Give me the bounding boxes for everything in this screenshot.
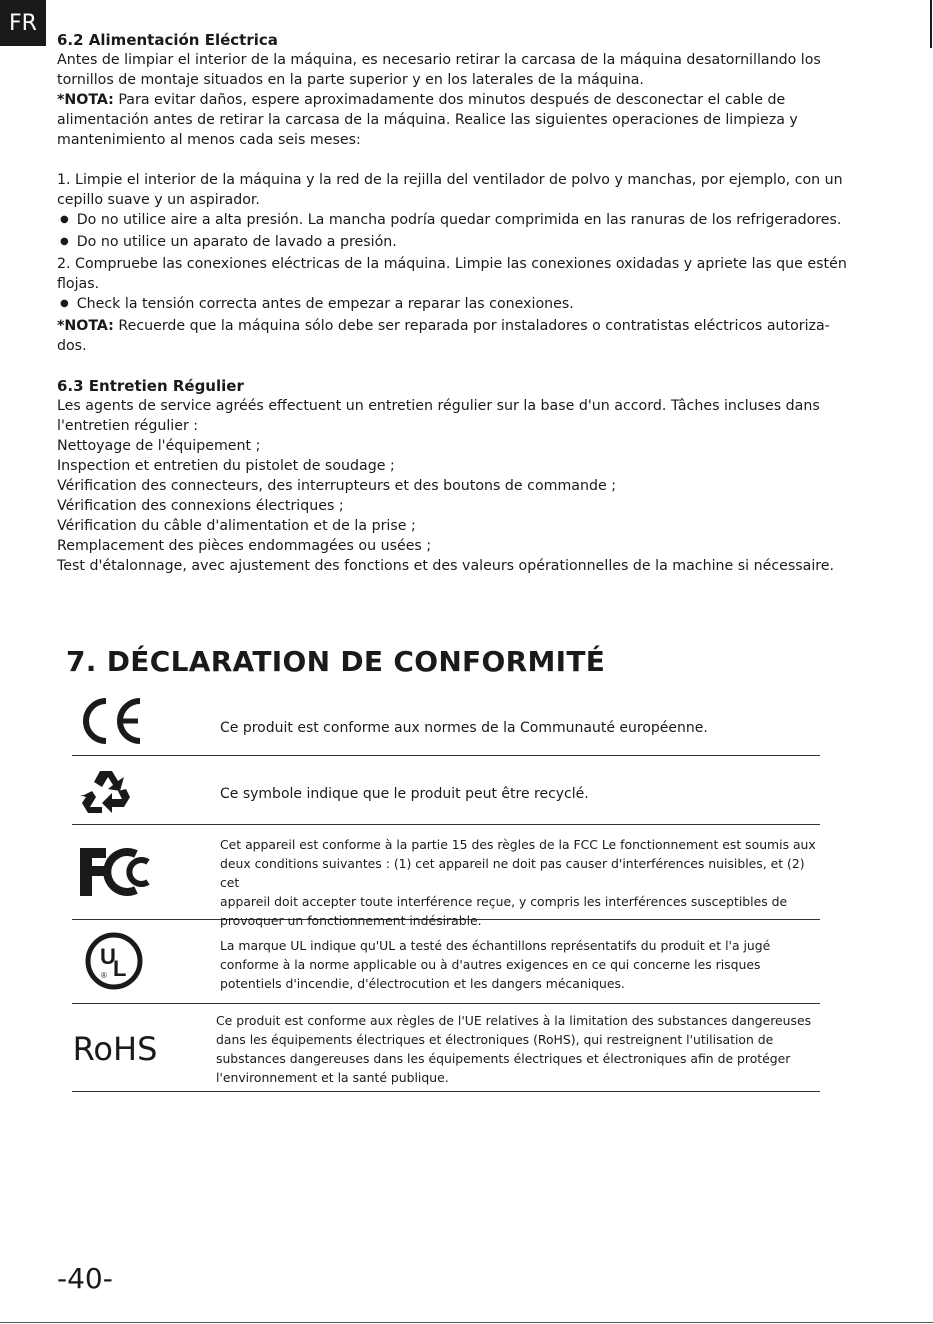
- s63-line: Test d'étalonnage, avec ajustement des fonctions et des valeurs opérationnelles de la machine si nécessaire.: [57, 558, 835, 574]
- recycle-text: Ce symbole indique que le produit peut être recyclé.: [220, 786, 589, 802]
- fcc-logo-icon: [72, 842, 160, 902]
- ce-mark-icon: [72, 694, 152, 748]
- ul-mark-icon: [72, 931, 156, 991]
- s62-note-line: alimentación antes de retirar la carcasa de la máquina. Realice las siguientes operaciones de limpieza y: [57, 112, 798, 128]
- bullet-item: ● Check la tensión correcta antes de empezar a reparar las conexiones.: [57, 294, 877, 316]
- s62-item-1: 1. Limpie el interior de la máquina y la red de la rejilla del ventilador de polvo y manchas, por ejemplo, con un: [57, 172, 843, 188]
- fcc-text: [220, 835, 820, 930]
- svg-text:L: L: [113, 956, 127, 981]
- rohs-text-line: l'environnement et la santé publique.: [216, 1070, 449, 1085]
- fcc-text-line: deux conditions suivantes : (1) cet appareil ne doit pas causer d'interférences nuisibles, et (2) cet: [220, 856, 805, 890]
- svg-text:U: U: [100, 944, 116, 969]
- s62-item-2-cont: flojas.: [57, 276, 100, 292]
- spacer: [57, 356, 877, 376]
- rohs-text: [216, 1011, 811, 1087]
- note-text: Para evitar daños, espere aproximadamente dos minutos después de desconectar el cable de: [113, 92, 786, 108]
- rohs-logo-icon: RoHS: [72, 1030, 158, 1068]
- fcc-row: [72, 824, 820, 928]
- bullet-item: ● Do no utilice aire a alta presión. La mancha podría quedar comprimida en las ranuras de los refrigeradores.: [57, 210, 877, 232]
- rohs-text-line: substances dangereuses dans les équipements électriques et électroniques afin de protéger: [216, 1051, 791, 1066]
- s62-note-2: [57, 316, 877, 336]
- fcc-text-line: provoquer un fonctionnement indésirable.: [220, 913, 482, 928]
- ul-text-line: La marque UL indique qu'UL a testé des échantillons représentatifs du produit et l'a jugé: [220, 938, 771, 953]
- fcc-text-line: Cet appareil est conforme à la partie 15 des règles de la FCC Le fonctionnement est soumis aux: [220, 837, 816, 852]
- recycle-icon: [72, 763, 140, 819]
- section-7-title: 7. DÉCLARATION DE CONFORMITÉ: [66, 645, 606, 678]
- ce-text: Ce produit est conforme aux normes de la Communauté européenne.: [220, 720, 708, 736]
- note-label: *NOTA:: [57, 92, 114, 108]
- s63-line: Vérification du câble d'alimentation et de la prise ;: [57, 518, 416, 534]
- bottom-rule: [0, 1322, 933, 1323]
- s62-note-line: mantenimiento al menos cada seis meses:: [57, 132, 361, 148]
- s63-line: Inspection et entretien du pistolet de soudage ;: [57, 458, 395, 474]
- section-6-2-title: 6.2 Alimentación Eléctrica: [57, 31, 278, 49]
- s63-line: l'entretien régulier :: [57, 418, 199, 434]
- fcc-text-line: appareil doit accepter toute interférence reçue, y compris les interférences susceptibles de: [220, 894, 788, 909]
- page-number: -40-: [57, 1262, 113, 1295]
- rohs-text-line: Ce produit est conforme aux règles de l'UE relatives à la limitation des substances dangereuses: [216, 1013, 812, 1028]
- s63-line: Vérification des connexions électriques ;: [57, 498, 344, 514]
- language-tab: FR: [0, 0, 46, 46]
- s63-line: Vérification des connecteurs, des interrupteurs et des boutons de commande ;: [57, 478, 616, 494]
- s63-line: Remplacement des pièces endommagées ou usées ;: [57, 538, 432, 554]
- s62-note-2-cont: dos.: [57, 338, 87, 354]
- rohs-text-line: dans les équipements électriques et électroniques (RoHS), qui restreignent l'utilisation de: [216, 1032, 774, 1047]
- s63-line: Nettoyage de l'équipement ;: [57, 438, 261, 454]
- ul-text-line: conforme à la norme applicable ou à d'autres exigences en ce qui concerne les risques: [220, 957, 761, 972]
- s63-line: Les agents de service agréés effectuent un entretien régulier sur la base d'un accord. Tâches incluses dans: [57, 398, 820, 414]
- recycle-row: [72, 755, 820, 825]
- section-6-3-title: 6.3 Entretien Régulier: [57, 377, 244, 395]
- page-edge-mark: [930, 0, 932, 48]
- ul-row: [72, 919, 820, 1004]
- ce-row: [72, 688, 820, 756]
- maintenance-content: [57, 30, 877, 576]
- s62-item-2: 2. Compruebe las conexiones eléctricas de la máquina. Limpie las conexiones oxidadas y apriete las que estén: [57, 256, 847, 272]
- bullet-item: ● Do no utilice un aparato de lavado a presión.: [57, 232, 877, 254]
- spacer: [57, 150, 877, 170]
- s62-note: [57, 90, 877, 110]
- ul-text: [220, 936, 770, 993]
- rohs-row: [72, 1003, 820, 1092]
- svg-text:®: ®: [101, 971, 107, 980]
- s62-paragraph-line: tornillos de montaje situados en la parte superior y en los laterales de la máquina.: [57, 72, 644, 88]
- note-label: *NOTA:: [57, 318, 114, 334]
- s62-item-1-cont: cepillo suave y un aspirador.: [57, 192, 260, 208]
- note-text: Recuerde que la máquina sólo debe ser reparada por instaladores o contratistas eléctricos autoriza-: [113, 318, 830, 334]
- s62-paragraph-line: Antes de limpiar el interior de la máquina, es necesario retirar la carcasa de la máquina desatornillando los: [57, 52, 821, 68]
- ul-text-line: potentiels d'incendie, d'électrocution et les dangers mécaniques.: [220, 976, 625, 991]
